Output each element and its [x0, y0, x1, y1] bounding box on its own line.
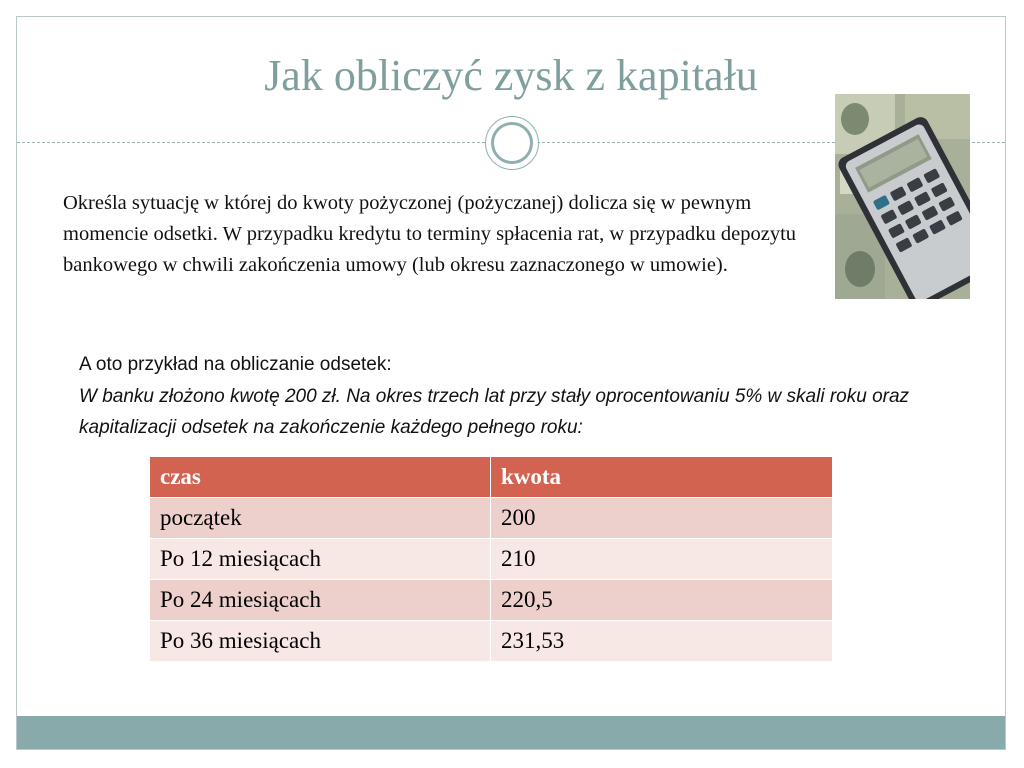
cell-czas: Po 36 miesiącach	[150, 621, 491, 662]
slide-title: Jak obliczyć zysk z kapitału	[264, 51, 758, 100]
divider-ring-icon	[485, 116, 539, 170]
footer-band	[17, 716, 1005, 749]
table-row	[150, 539, 833, 580]
intro-paragraph: Określa sytuację w której do kwoty pożyczonej (pożyczanej) dolicza się w pewnym momencie odsetki. W przypadku kredytu to terminy spłacenia rat, w przypadku depozytu bankowego w chwili zakończenia umowy (lub okresu zaznaczonego w umowie).	[63, 192, 797, 276]
table-row	[150, 580, 833, 621]
table-header-row	[150, 457, 833, 498]
calculator-money-image	[835, 94, 970, 299]
cell-czas: początek	[150, 498, 491, 539]
table-row	[150, 621, 833, 662]
cell-czas: Po 12 miesiącach	[150, 539, 491, 580]
example-block	[79, 349, 959, 444]
header-czas: czas	[150, 457, 491, 498]
cell-kwota: 231,53	[491, 621, 833, 662]
cell-kwota: 200	[491, 498, 833, 539]
interest-table	[149, 456, 833, 662]
example-lead: A oto przykład na obliczanie odsetek:	[79, 354, 392, 375]
cell-czas: Po 24 miesiącach	[150, 580, 491, 621]
example-description: W banku złożono kwotę 200 zł. Na okres trzech lat przy stały oprocentowaniu 5% w skali roku oraz kapitalizacji odsetek na zakończenie każdego pełnego roku:	[79, 385, 910, 438]
divider-ring-inner	[491, 122, 533, 164]
cell-kwota: 210	[491, 539, 833, 580]
table-row	[150, 498, 833, 539]
header-kwota: kwota	[491, 457, 833, 498]
cell-kwota: 220,5	[491, 580, 833, 621]
